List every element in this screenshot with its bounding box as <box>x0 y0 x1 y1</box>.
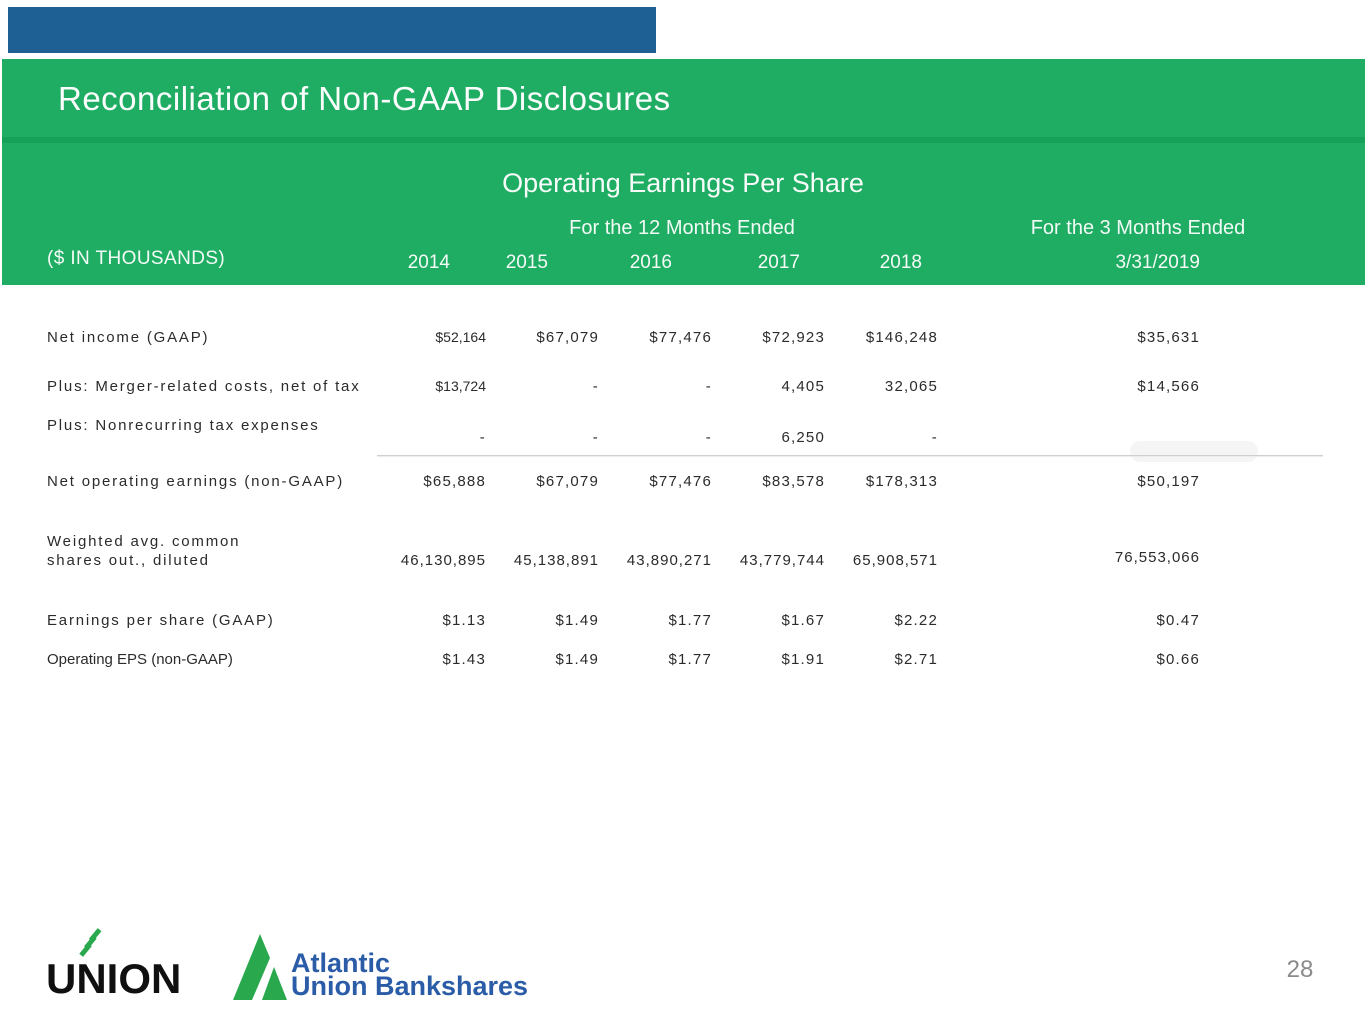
cell-value: 46,130,895 <box>400 552 486 569</box>
row-label <box>47 532 377 570</box>
cell-value: $77,476 <box>649 329 712 346</box>
union-wordmark: UNION <box>46 955 182 1002</box>
row-label-line1: Weighted avg. common <box>47 533 241 550</box>
cell-value: $14,566 <box>1137 378 1200 395</box>
cell-value: $1.77 <box>668 612 712 629</box>
cell-value: $67,079 <box>536 473 599 490</box>
row-label: Plus: Nonrecurring tax expenses <box>47 417 320 434</box>
cell-value: 32,065 <box>884 378 938 395</box>
artifact-smudge <box>1130 441 1258 462</box>
cell-value: $1.43 <box>442 651 486 668</box>
row-label: Plus: Merger-related costs, net of tax <box>47 378 361 395</box>
table-row <box>47 611 1202 630</box>
row-label: Earnings per share (GAAP) <box>47 612 275 629</box>
table-row <box>47 650 1202 669</box>
cell-value: $1.49 <box>555 651 599 668</box>
column-header-row <box>47 248 1202 274</box>
cell-value: - <box>592 378 599 395</box>
cell-value: $146,248 <box>865 329 938 346</box>
subtotal-rule-wrap <box>47 455 1202 457</box>
cell-value: $1.67 <box>781 612 825 629</box>
atlantic-union-triangle-icon <box>233 934 287 1000</box>
union-logo-stripes-icon <box>76 926 106 958</box>
cell-value: $52,164 <box>435 329 486 345</box>
reconciliation-table <box>47 285 1202 669</box>
brand-line2: Union Bankshares <box>291 971 529 1001</box>
slide-title: Reconciliation of Non-GAAP Disclosures <box>58 80 671 117</box>
row-label: Operating EPS (non-GAAP) <box>47 651 233 668</box>
cell-value: $2.71 <box>894 651 938 668</box>
cell-value: - <box>931 429 938 446</box>
table-row <box>47 472 1202 491</box>
cell-value: $67,079 <box>536 329 599 346</box>
row-label-line2: shares out., diluted <box>47 552 210 569</box>
cell-value: 4,405 <box>781 378 825 395</box>
subtotal-rule <box>377 455 1323 457</box>
cell-value: - <box>705 429 712 446</box>
row-label: Net operating earnings (non-GAAP) <box>47 473 345 490</box>
cell-value: 6,250 <box>781 429 825 446</box>
table-row <box>47 416 1202 446</box>
cell-value: - <box>479 429 486 446</box>
cell-value: $2.22 <box>894 612 938 629</box>
table-title: Operating Earnings Per Share <box>502 168 864 198</box>
cell-value: $1.13 <box>442 612 486 629</box>
row-label: Net income (GAAP) <box>47 329 210 346</box>
top-accent-bar <box>8 7 656 53</box>
column-header-2018: 2018 <box>879 252 922 273</box>
atlantic-union-logo <box>233 934 528 1000</box>
column-header-3-31-2019: 3/31/2019 <box>1115 252 1200 273</box>
cell-value: 43,779,744 <box>739 552 825 569</box>
cell-value: 45,138,891 <box>513 552 599 569</box>
cell-value: 76,553,066 <box>1114 549 1200 566</box>
column-header-2017: 2017 <box>757 252 800 273</box>
cell-value: $1.91 <box>781 651 825 668</box>
cell-value: $77,476 <box>649 473 712 490</box>
cell-value: $72,923 <box>762 329 825 346</box>
cell-value: $1.49 <box>555 612 599 629</box>
brand-line1: Atlantic <box>291 948 391 978</box>
union-logo <box>46 926 211 1000</box>
cell-value: 65,908,571 <box>852 552 938 569</box>
group-header-3-months: For the 3 Months Ended <box>1030 217 1246 239</box>
cell-value: - <box>592 429 599 446</box>
cell-value: $83,578 <box>762 473 825 490</box>
cell-value: $178,313 <box>865 473 938 490</box>
cell-value: 43,890,271 <box>626 552 712 569</box>
cell-value: $1.77 <box>668 651 712 668</box>
table-row <box>47 328 1202 347</box>
group-header-12-months: For the 12 Months Ended <box>569 217 795 239</box>
cell-value: $50,197 <box>1137 473 1200 490</box>
table-row <box>47 377 1202 396</box>
cell-value: $0.66 <box>1156 651 1200 668</box>
cell-value: $65,888 <box>423 473 486 490</box>
cell-value: $13,724 <box>435 378 486 394</box>
units-label: ($ IN THOUSANDS) <box>47 248 226 269</box>
column-header-2015: 2015 <box>505 252 548 273</box>
page-number: 28 <box>1286 956 1314 983</box>
column-header-2014: 2014 <box>407 252 450 273</box>
brand-footer <box>46 926 528 1000</box>
cell-value: $0.47 <box>1156 612 1200 629</box>
table-row <box>47 532 1202 570</box>
cell-value: $35,631 <box>1137 329 1200 346</box>
column-header-2016: 2016 <box>629 252 672 273</box>
atlantic-union-wordmark <box>291 948 529 1001</box>
cell-value: - <box>705 378 712 395</box>
